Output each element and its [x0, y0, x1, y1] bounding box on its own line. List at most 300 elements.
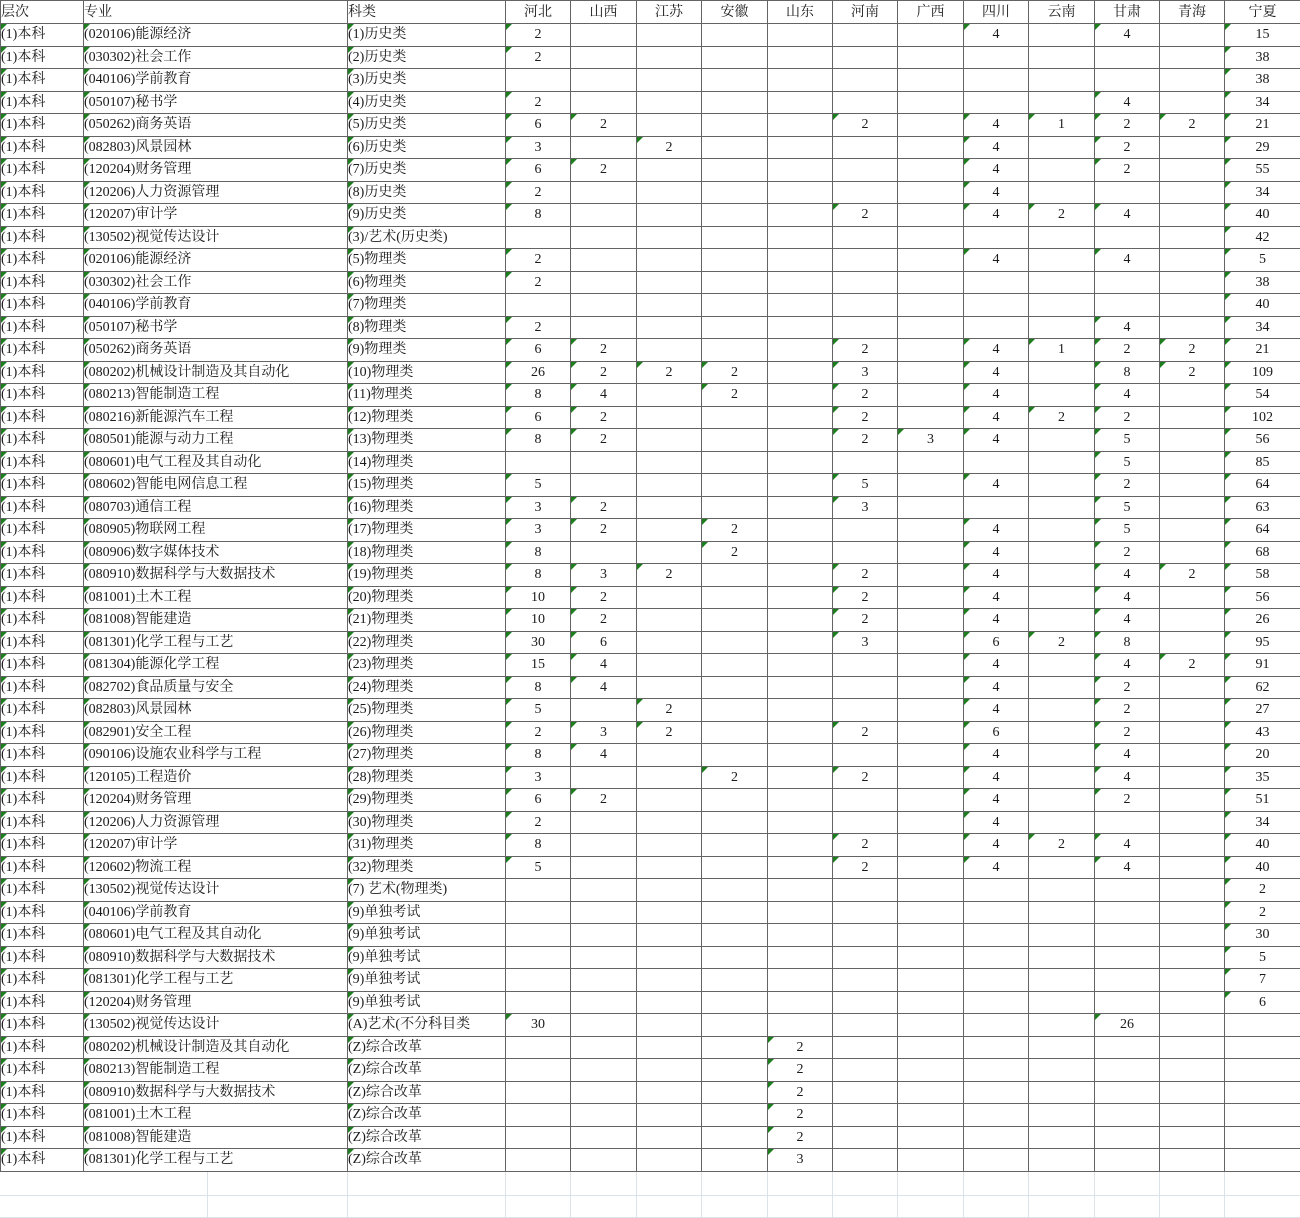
plan-count-cell-anhui[interactable] [702, 294, 768, 317]
plan-count-cell-henan[interactable] [833, 991, 898, 1014]
category-cell[interactable]: (11)物理类 [348, 384, 506, 407]
plan-count-cell-sichuan[interactable]: 4 [964, 856, 1029, 879]
plan-count-cell-gansu[interactable]: 4 [1095, 744, 1160, 767]
plan-count-cell-henan[interactable]: 2 [833, 204, 898, 227]
plan-count-cell-gansu[interactable] [1095, 1149, 1160, 1172]
plan-count-cell-shandong[interactable] [768, 496, 833, 519]
level-cell[interactable]: (1)本科 [1, 969, 84, 992]
plan-count-cell-shandong[interactable]: 2 [768, 1036, 833, 1059]
plan-count-cell-jiangsu[interactable] [637, 586, 702, 609]
level-cell[interactable]: (1)本科 [1, 136, 84, 159]
plan-count-cell-qinghai[interactable] [1160, 744, 1225, 767]
plan-count-cell-hebei[interactable] [506, 991, 571, 1014]
plan-count-cell-yunnan[interactable] [1029, 384, 1095, 407]
plan-count-cell-shanxi[interactable]: 2 [571, 496, 637, 519]
category-cell[interactable]: (19)物理类 [348, 564, 506, 587]
plan-count-cell-ningxia[interactable]: 21 [1225, 114, 1300, 137]
level-cell[interactable]: (1)本科 [1, 294, 84, 317]
plan-count-cell-hebei[interactable]: 2 [506, 181, 571, 204]
plan-count-cell-shanxi[interactable] [571, 1126, 637, 1149]
plan-count-cell-shandong[interactable] [768, 721, 833, 744]
plan-count-cell-shanxi[interactable] [571, 46, 637, 69]
plan-count-cell-sichuan[interactable] [964, 91, 1029, 114]
major-cell[interactable]: (082803)风景园林 [84, 699, 348, 722]
plan-count-cell-hebei[interactable] [506, 294, 571, 317]
plan-count-cell-ningxia[interactable]: 102 [1225, 406, 1300, 429]
plan-count-cell-guangxi[interactable] [898, 406, 964, 429]
plan-count-cell-gansu[interactable]: 4 [1095, 654, 1160, 677]
plan-count-cell-yunnan[interactable]: 2 [1029, 406, 1095, 429]
level-cell[interactable]: (1)本科 [1, 924, 84, 947]
plan-count-cell-shanxi[interactable]: 2 [571, 406, 637, 429]
plan-count-cell-guangxi[interactable] [898, 721, 964, 744]
plan-count-cell-shandong[interactable]: 3 [768, 1149, 833, 1172]
plan-count-cell-guangxi[interactable] [898, 586, 964, 609]
col-header-level[interactable]: 层次 [1, 1, 84, 24]
plan-count-cell-gansu[interactable]: 2 [1095, 699, 1160, 722]
plan-count-cell-hebei[interactable] [506, 1036, 571, 1059]
plan-count-cell-jiangsu[interactable] [637, 384, 702, 407]
plan-count-cell-gansu[interactable]: 4 [1095, 249, 1160, 272]
plan-count-cell-ningxia[interactable]: 34 [1225, 811, 1300, 834]
category-cell[interactable]: (14)物理类 [348, 451, 506, 474]
plan-count-cell-anhui[interactable]: 2 [702, 766, 768, 789]
level-cell[interactable]: (1)本科 [1, 1014, 84, 1037]
plan-count-cell-henan[interactable]: 2 [833, 766, 898, 789]
plan-count-cell-gansu[interactable]: 4 [1095, 609, 1160, 632]
plan-count-cell-gansu[interactable] [1095, 181, 1160, 204]
plan-count-cell-shandong[interactable] [768, 384, 833, 407]
plan-count-cell-guangxi[interactable] [898, 69, 964, 92]
plan-count-cell-qinghai[interactable] [1160, 699, 1225, 722]
plan-count-cell-shanxi[interactable] [571, 699, 637, 722]
plan-count-cell-sichuan[interactable]: 4 [964, 834, 1029, 857]
plan-count-cell-guangxi[interactable] [898, 339, 964, 362]
plan-count-cell-qinghai[interactable] [1160, 586, 1225, 609]
plan-count-cell-qinghai[interactable] [1160, 766, 1225, 789]
plan-count-cell-guangxi[interactable] [898, 294, 964, 317]
category-cell[interactable]: (9)历史类 [348, 204, 506, 227]
plan-count-cell-guangxi[interactable] [898, 901, 964, 924]
plan-count-cell-henan[interactable]: 2 [833, 564, 898, 587]
category-cell[interactable]: (12)物理类 [348, 406, 506, 429]
plan-count-cell-jiangsu[interactable] [637, 181, 702, 204]
plan-count-cell-shanxi[interactable] [571, 541, 637, 564]
plan-count-cell-hebei[interactable]: 8 [506, 564, 571, 587]
plan-count-cell-guangxi[interactable] [898, 676, 964, 699]
plan-count-cell-jiangsu[interactable] [637, 429, 702, 452]
plan-count-cell-anhui[interactable] [702, 811, 768, 834]
category-cell[interactable]: (15)物理类 [348, 474, 506, 497]
plan-count-cell-jiangsu[interactable] [637, 204, 702, 227]
plan-count-cell-yunnan[interactable] [1029, 676, 1095, 699]
plan-count-cell-shandong[interactable] [768, 136, 833, 159]
plan-count-cell-hebei[interactable]: 6 [506, 406, 571, 429]
plan-count-cell-ningxia[interactable]: 34 [1225, 316, 1300, 339]
level-cell[interactable]: (1)本科 [1, 789, 84, 812]
plan-count-cell-shandong[interactable] [768, 879, 833, 902]
plan-count-cell-guangxi[interactable] [898, 451, 964, 474]
plan-count-cell-hebei[interactable] [506, 1149, 571, 1172]
level-cell[interactable]: (1)本科 [1, 676, 84, 699]
plan-count-cell-ningxia[interactable]: 40 [1225, 204, 1300, 227]
level-cell[interactable]: (1)本科 [1, 609, 84, 632]
category-cell[interactable]: (Z)综合改革 [348, 1081, 506, 1104]
plan-count-cell-shandong[interactable] [768, 811, 833, 834]
plan-count-cell-hebei[interactable]: 2 [506, 316, 571, 339]
plan-count-cell-shanxi[interactable] [571, 811, 637, 834]
plan-count-cell-ningxia[interactable] [1225, 1104, 1300, 1127]
plan-count-cell-henan[interactable]: 3 [833, 361, 898, 384]
plan-count-cell-shanxi[interactable]: 2 [571, 586, 637, 609]
level-cell[interactable]: (1)本科 [1, 46, 84, 69]
major-cell[interactable]: (120204)财务管理 [84, 991, 348, 1014]
plan-count-cell-hebei[interactable] [506, 226, 571, 249]
plan-count-cell-shanxi[interactable] [571, 1081, 637, 1104]
plan-count-cell-hebei[interactable]: 2 [506, 811, 571, 834]
category-cell[interactable]: (9)单独考试 [348, 901, 506, 924]
plan-count-cell-shanxi[interactable] [571, 1059, 637, 1082]
level-cell[interactable]: (1)本科 [1, 631, 84, 654]
plan-count-cell-hebei[interactable]: 10 [506, 609, 571, 632]
plan-count-cell-hebei[interactable] [506, 1126, 571, 1149]
plan-count-cell-sichuan[interactable] [964, 316, 1029, 339]
level-cell[interactable]: (1)本科 [1, 856, 84, 879]
plan-count-cell-guangxi[interactable] [898, 316, 964, 339]
category-cell[interactable]: (29)物理类 [348, 789, 506, 812]
category-cell[interactable]: (Z)综合改革 [348, 1126, 506, 1149]
plan-count-cell-anhui[interactable] [702, 901, 768, 924]
plan-count-cell-sichuan[interactable]: 4 [964, 676, 1029, 699]
plan-count-cell-sichuan[interactable] [964, 1081, 1029, 1104]
level-cell[interactable]: (1)本科 [1, 766, 84, 789]
plan-count-cell-anhui[interactable] [702, 69, 768, 92]
level-cell[interactable]: (1)本科 [1, 654, 84, 677]
major-cell[interactable]: (080905)物联网工程 [84, 519, 348, 542]
col-header-major[interactable]: 专业 [84, 1, 348, 24]
plan-count-cell-jiangsu[interactable] [637, 1081, 702, 1104]
plan-count-cell-guangxi[interactable] [898, 699, 964, 722]
plan-count-cell-qinghai[interactable] [1160, 969, 1225, 992]
plan-count-cell-sichuan[interactable]: 4 [964, 474, 1029, 497]
plan-count-cell-anhui[interactable] [702, 474, 768, 497]
plan-count-cell-jiangsu[interactable] [637, 744, 702, 767]
plan-count-cell-hebei[interactable]: 3 [506, 136, 571, 159]
plan-count-cell-sichuan[interactable]: 4 [964, 204, 1029, 227]
major-cell[interactable]: (120207)审计学 [84, 204, 348, 227]
plan-count-cell-shandong[interactable] [768, 676, 833, 699]
plan-count-cell-jiangsu[interactable] [637, 1059, 702, 1082]
plan-count-cell-shanxi[interactable]: 2 [571, 609, 637, 632]
plan-count-cell-qinghai[interactable] [1160, 1014, 1225, 1037]
plan-count-cell-shanxi[interactable] [571, 834, 637, 857]
category-cell[interactable]: (6)物理类 [348, 271, 506, 294]
plan-count-cell-anhui[interactable] [702, 721, 768, 744]
plan-count-cell-qinghai[interactable] [1160, 519, 1225, 542]
plan-count-cell-shandong[interactable] [768, 1014, 833, 1037]
major-cell[interactable]: (080213)智能制造工程 [84, 384, 348, 407]
plan-count-cell-jiangsu[interactable]: 2 [637, 721, 702, 744]
plan-count-cell-sichuan[interactable]: 4 [964, 564, 1029, 587]
plan-count-cell-guangxi[interactable] [898, 226, 964, 249]
plan-count-cell-ningxia[interactable]: 64 [1225, 474, 1300, 497]
major-cell[interactable]: (130502)视觉传达设计 [84, 1014, 348, 1037]
category-cell[interactable]: (9)单独考试 [348, 924, 506, 947]
plan-count-cell-yunnan[interactable] [1029, 1081, 1095, 1104]
plan-count-cell-henan[interactable] [833, 541, 898, 564]
col-header-yunnan[interactable]: 云南 [1029, 1, 1095, 24]
plan-count-cell-sichuan[interactable]: 4 [964, 114, 1029, 137]
plan-count-cell-yunnan[interactable] [1029, 1036, 1095, 1059]
plan-count-cell-shandong[interactable] [768, 744, 833, 767]
plan-count-cell-yunnan[interactable]: 2 [1029, 631, 1095, 654]
plan-count-cell-anhui[interactable] [702, 339, 768, 362]
plan-count-cell-jiangsu[interactable] [637, 676, 702, 699]
plan-count-cell-anhui[interactable] [702, 181, 768, 204]
plan-count-cell-shandong[interactable] [768, 586, 833, 609]
plan-count-cell-jiangsu[interactable] [637, 879, 702, 902]
col-header-shanxi[interactable]: 山西 [571, 1, 637, 24]
category-cell[interactable]: (9)单独考试 [348, 946, 506, 969]
plan-count-cell-yunnan[interactable] [1029, 1014, 1095, 1037]
plan-count-cell-guangxi[interactable] [898, 384, 964, 407]
level-cell[interactable]: (1)本科 [1, 159, 84, 182]
plan-count-cell-sichuan[interactable] [964, 1059, 1029, 1082]
plan-count-cell-shandong[interactable]: 2 [768, 1059, 833, 1082]
plan-count-cell-henan[interactable] [833, 969, 898, 992]
level-cell[interactable]: (1)本科 [1, 744, 84, 767]
plan-count-cell-ningxia[interactable]: 20 [1225, 744, 1300, 767]
plan-count-cell-gansu[interactable] [1095, 1059, 1160, 1082]
plan-count-cell-gansu[interactable] [1095, 811, 1160, 834]
plan-count-cell-gansu[interactable] [1095, 1036, 1160, 1059]
plan-count-cell-sichuan[interactable]: 4 [964, 654, 1029, 677]
plan-count-cell-jiangsu[interactable]: 2 [637, 564, 702, 587]
plan-count-cell-shanxi[interactable] [571, 271, 637, 294]
plan-count-cell-yunnan[interactable] [1029, 519, 1095, 542]
plan-count-cell-sichuan[interactable] [964, 969, 1029, 992]
plan-count-cell-ningxia[interactable]: 109 [1225, 361, 1300, 384]
plan-count-cell-henan[interactable] [833, 91, 898, 114]
plan-count-cell-guangxi[interactable] [898, 519, 964, 542]
plan-count-cell-yunnan[interactable] [1029, 159, 1095, 182]
plan-count-cell-henan[interactable] [833, 901, 898, 924]
plan-count-cell-shandong[interactable]: 2 [768, 1081, 833, 1104]
plan-count-cell-gansu[interactable] [1095, 1081, 1160, 1104]
category-cell[interactable]: (24)物理类 [348, 676, 506, 699]
plan-count-cell-anhui[interactable] [702, 676, 768, 699]
plan-count-cell-shandong[interactable] [768, 609, 833, 632]
plan-count-cell-guangxi[interactable] [898, 789, 964, 812]
plan-count-cell-guangxi[interactable] [898, 1081, 964, 1104]
level-cell[interactable]: (1)本科 [1, 541, 84, 564]
plan-count-cell-shanxi[interactable]: 4 [571, 654, 637, 677]
plan-count-cell-qinghai[interactable] [1160, 991, 1225, 1014]
plan-count-cell-ningxia[interactable]: 2 [1225, 901, 1300, 924]
plan-count-cell-ningxia[interactable]: 38 [1225, 271, 1300, 294]
category-cell[interactable]: (2)历史类 [348, 46, 506, 69]
plan-count-cell-qinghai[interactable] [1160, 901, 1225, 924]
plan-count-cell-henan[interactable] [833, 294, 898, 317]
plan-count-cell-shandong[interactable] [768, 339, 833, 362]
major-cell[interactable]: (120105)工程造价 [84, 766, 348, 789]
plan-count-cell-yunnan[interactable] [1029, 249, 1095, 272]
plan-count-cell-yunnan[interactable] [1029, 91, 1095, 114]
plan-count-cell-yunnan[interactable] [1029, 811, 1095, 834]
plan-count-cell-qinghai[interactable] [1160, 811, 1225, 834]
category-cell[interactable]: (22)物理类 [348, 631, 506, 654]
plan-count-cell-ningxia[interactable]: 56 [1225, 429, 1300, 452]
plan-count-cell-gansu[interactable]: 4 [1095, 856, 1160, 879]
plan-count-cell-henan[interactable] [833, 946, 898, 969]
plan-count-cell-sichuan[interactable]: 4 [964, 789, 1029, 812]
plan-count-cell-gansu[interactable] [1095, 294, 1160, 317]
major-cell[interactable]: (080906)数字媒体技术 [84, 541, 348, 564]
col-header-qinghai[interactable]: 青海 [1160, 1, 1225, 24]
category-cell[interactable]: (8)历史类 [348, 181, 506, 204]
plan-count-cell-ningxia[interactable]: 5 [1225, 249, 1300, 272]
plan-count-cell-shandong[interactable] [768, 699, 833, 722]
plan-count-cell-sichuan[interactable] [964, 496, 1029, 519]
level-cell[interactable]: (1)本科 [1, 406, 84, 429]
plan-count-cell-jiangsu[interactable] [637, 766, 702, 789]
plan-count-cell-henan[interactable] [833, 69, 898, 92]
plan-count-cell-guangxi[interactable] [898, 1126, 964, 1149]
plan-count-cell-guangxi[interactable] [898, 249, 964, 272]
level-cell[interactable]: (1)本科 [1, 1104, 84, 1127]
plan-count-cell-gansu[interactable] [1095, 1126, 1160, 1149]
plan-count-cell-guangxi[interactable] [898, 811, 964, 834]
plan-count-cell-yunnan[interactable] [1029, 879, 1095, 902]
plan-count-cell-shanxi[interactable] [571, 226, 637, 249]
level-cell[interactable]: (1)本科 [1, 1126, 84, 1149]
plan-count-cell-yunnan[interactable] [1029, 316, 1095, 339]
plan-count-cell-shandong[interactable] [768, 271, 833, 294]
plan-count-cell-ningxia[interactable] [1225, 1059, 1300, 1082]
plan-count-cell-yunnan[interactable]: 2 [1029, 204, 1095, 227]
major-cell[interactable]: (120206)人力资源管理 [84, 181, 348, 204]
plan-count-cell-shanxi[interactable] [571, 136, 637, 159]
plan-count-cell-yunnan[interactable] [1029, 226, 1095, 249]
plan-count-cell-henan[interactable] [833, 744, 898, 767]
plan-count-cell-henan[interactable] [833, 24, 898, 47]
plan-count-cell-anhui[interactable] [702, 1036, 768, 1059]
category-cell[interactable]: (21)物理类 [348, 609, 506, 632]
plan-count-cell-ningxia[interactable]: 40 [1225, 294, 1300, 317]
plan-count-cell-yunnan[interactable] [1029, 294, 1095, 317]
plan-count-cell-shanxi[interactable]: 4 [571, 384, 637, 407]
plan-count-cell-ningxia[interactable]: 91 [1225, 654, 1300, 677]
plan-count-cell-qinghai[interactable] [1160, 294, 1225, 317]
plan-count-cell-yunnan[interactable]: 1 [1029, 339, 1095, 362]
plan-count-cell-ningxia[interactable]: 95 [1225, 631, 1300, 654]
plan-count-cell-shandong[interactable] [768, 451, 833, 474]
plan-count-cell-anhui[interactable] [702, 789, 768, 812]
plan-count-cell-jiangsu[interactable] [637, 1014, 702, 1037]
plan-count-cell-anhui[interactable] [702, 969, 768, 992]
plan-count-cell-shanxi[interactable]: 6 [571, 631, 637, 654]
plan-count-cell-yunnan[interactable] [1029, 451, 1095, 474]
plan-count-cell-henan[interactable] [833, 811, 898, 834]
plan-count-cell-shandong[interactable] [768, 204, 833, 227]
category-cell[interactable]: (3)/艺术(历史类) [348, 226, 506, 249]
plan-count-cell-yunnan[interactable] [1029, 181, 1095, 204]
plan-count-cell-qinghai[interactable] [1160, 249, 1225, 272]
plan-count-cell-sichuan[interactable]: 4 [964, 766, 1029, 789]
major-cell[interactable]: (120206)人力资源管理 [84, 811, 348, 834]
plan-count-cell-shanxi[interactable] [571, 1036, 637, 1059]
plan-count-cell-shanxi[interactable] [571, 24, 637, 47]
major-cell[interactable]: (050262)商务英语 [84, 114, 348, 137]
plan-count-cell-jiangsu[interactable] [637, 271, 702, 294]
plan-count-cell-gansu[interactable] [1095, 901, 1160, 924]
plan-count-cell-shandong[interactable] [768, 901, 833, 924]
plan-count-cell-shandong[interactable] [768, 159, 833, 182]
plan-count-cell-jiangsu[interactable] [637, 249, 702, 272]
plan-count-cell-qinghai[interactable] [1160, 136, 1225, 159]
plan-count-cell-henan[interactable]: 3 [833, 496, 898, 519]
level-cell[interactable]: (1)本科 [1, 316, 84, 339]
plan-count-cell-gansu[interactable]: 26 [1095, 1014, 1160, 1037]
plan-count-cell-shanxi[interactable]: 2 [571, 114, 637, 137]
plan-count-cell-anhui[interactable] [702, 429, 768, 452]
plan-count-cell-shanxi[interactable] [571, 901, 637, 924]
plan-count-cell-qinghai[interactable] [1160, 1059, 1225, 1082]
plan-count-cell-hebei[interactable]: 8 [506, 744, 571, 767]
plan-count-cell-henan[interactable]: 2 [833, 339, 898, 362]
plan-count-cell-henan[interactable]: 2 [833, 834, 898, 857]
plan-count-cell-hebei[interactable]: 3 [506, 766, 571, 789]
plan-count-cell-gansu[interactable]: 8 [1095, 631, 1160, 654]
plan-count-cell-yunnan[interactable] [1029, 564, 1095, 587]
category-cell[interactable]: (5)物理类 [348, 249, 506, 272]
plan-count-cell-gansu[interactable] [1095, 969, 1160, 992]
plan-count-cell-qinghai[interactable] [1160, 474, 1225, 497]
category-cell[interactable]: (A)艺术(不分科目类 [348, 1014, 506, 1037]
plan-count-cell-shandong[interactable] [768, 361, 833, 384]
plan-count-cell-anhui[interactable] [702, 991, 768, 1014]
plan-count-cell-qinghai[interactable] [1160, 879, 1225, 902]
major-cell[interactable]: (081008)智能建造 [84, 1126, 348, 1149]
plan-count-cell-anhui[interactable] [702, 1081, 768, 1104]
plan-count-cell-jiangsu[interactable] [637, 1104, 702, 1127]
major-cell[interactable]: (081301)化学工程与工艺 [84, 969, 348, 992]
category-cell[interactable]: (28)物理类 [348, 766, 506, 789]
plan-count-cell-yunnan[interactable] [1029, 1126, 1095, 1149]
plan-count-cell-henan[interactable] [833, 1014, 898, 1037]
plan-count-cell-anhui[interactable] [702, 946, 768, 969]
plan-count-cell-hebei[interactable]: 8 [506, 541, 571, 564]
plan-count-cell-hebei[interactable] [506, 1081, 571, 1104]
level-cell[interactable]: (1)本科 [1, 226, 84, 249]
level-cell[interactable]: (1)本科 [1, 339, 84, 362]
plan-count-cell-guangxi[interactable] [898, 271, 964, 294]
plan-count-cell-henan[interactable]: 2 [833, 856, 898, 879]
level-cell[interactable]: (1)本科 [1, 69, 84, 92]
plan-count-cell-guangxi[interactable] [898, 1014, 964, 1037]
col-header-henan[interactable]: 河南 [833, 1, 898, 24]
plan-count-cell-yunnan[interactable] [1029, 766, 1095, 789]
plan-count-cell-gansu[interactable] [1095, 46, 1160, 69]
plan-count-cell-shandong[interactable] [768, 631, 833, 654]
plan-count-cell-yunnan[interactable] [1029, 474, 1095, 497]
plan-count-cell-anhui[interactable] [702, 699, 768, 722]
plan-count-cell-hebei[interactable]: 2 [506, 46, 571, 69]
major-cell[interactable]: (081008)智能建造 [84, 609, 348, 632]
major-cell[interactable]: (082803)风景园林 [84, 136, 348, 159]
plan-count-cell-gansu[interactable]: 5 [1095, 496, 1160, 519]
plan-count-cell-guangxi[interactable] [898, 1036, 964, 1059]
